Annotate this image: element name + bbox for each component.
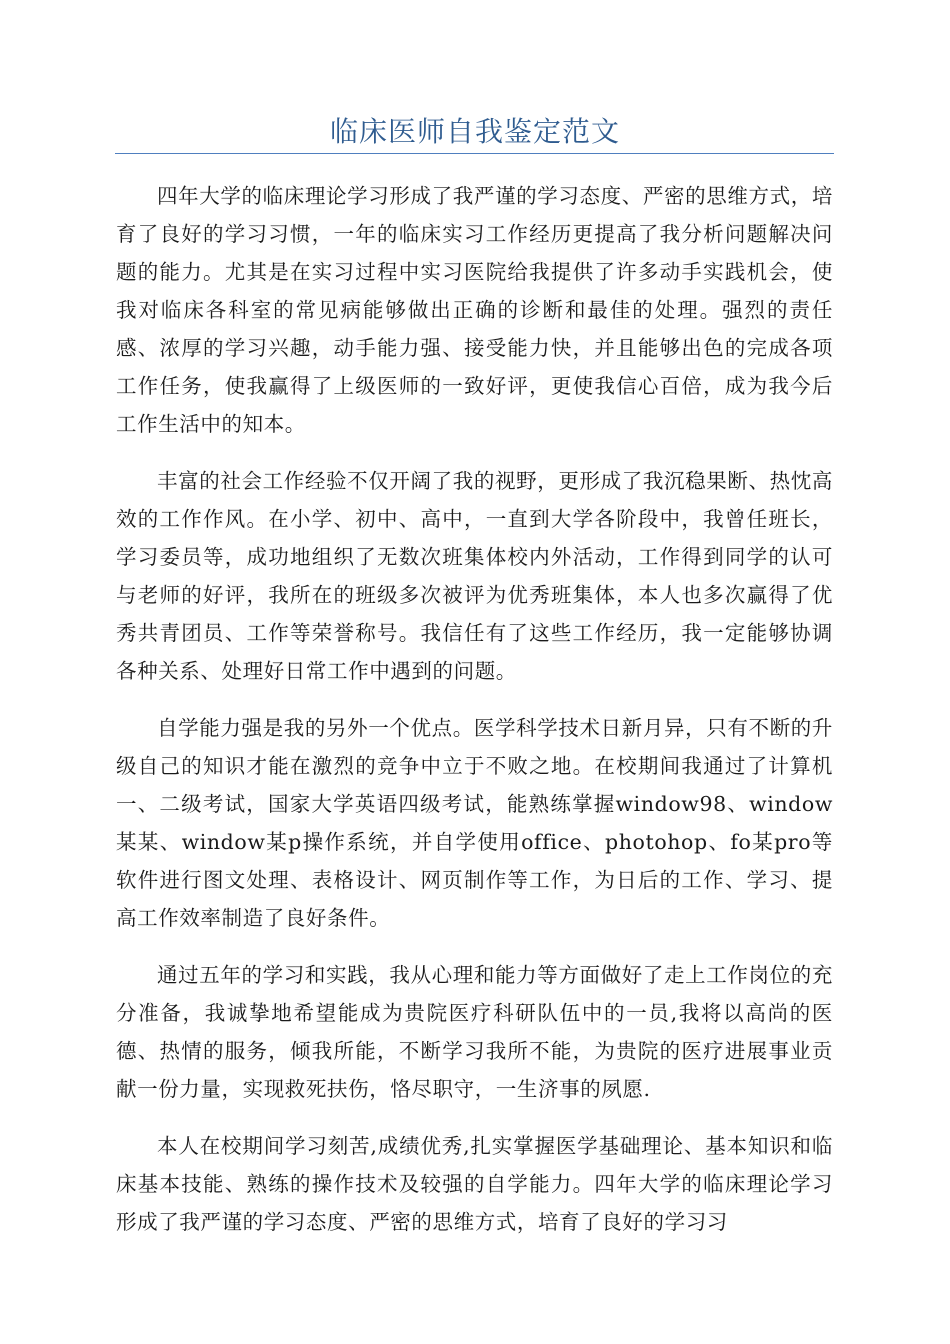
paragraph-4: 通过五年的学习和实践，我从心理和能力等方面做好了走上工作岗位的充分准备，我诚挚地希望能成为贵院医疗科研队伍中的一员,我将以高尚的医德、热情的服务，倾我所能，不断学习我所不能，为贵院的医疗进展事业贡献一份力量，实现救死扶伤，恪尽职守，一生济事的夙愿. [116,963,833,1101]
paragraph-1: 四年大学的临床理论学习形成了我严谨的学习态度、严密的思维方式，培育了良好的学习习惯，一年的临床实习工作经历更提高了我分析问题解决问题的能力。尤其是在实习过程中实习医院给我提供了许多动手实践机会，使我对临床各科室的常见病能够做出正确的诊断和最佳的处理。强烈的责任感、浓厚的学习兴趣，动手能力强、接受能力快，并且能够出色的完成各项工作任务，使我赢得了上级医师的一致好评，更使我信心百倍，成为我今后工作生活中的知本。 [116,184,833,436]
document-title: 临床医师自我鉴定范文 [329,115,620,148]
paragraph-2: 丰富的社会工作经验不仅开阔了我的视野，更形成了我沉稳果断、热忱高效的工作作风。在小学、初中、高中，一直到大学各阶段中，我曾任班长，学习委员等，成功地组织了无数次班集体校内外活动，工作得到同学的认可与老师的好评，我所在的班级多次被评为优秀班集体，本人也多次赢得了优秀共青团员、工作等荣誉称号。我信任有了这些工作经历，我一定能够协调各种关系、处理好日常工作中遇到的问题。 [116,469,833,683]
paragraph-5: 本人在校期间学习刻苦,成绩优秀,扎实掌握医学基础理论、基本知识和临床基本技能、熟练的操作技术及较强的自学能力。四年大学的临床理论学习形成了我严谨的学习态度、严密的思维方式，培育了良好的学习习 [116,1134,833,1234]
paragraph-3: 自学能力强是我的另外一个优点。医学科学技术日新月异，只有不断的升级自己的知识才能在激烈的竞争中立于不败之地。在校期间我通过了计算机一、二级考试，国家大学英语四级考试，能熟练掌握window98、window某某、window某p操作系统，并自学使用office、photohop、fo某pro等软件进行图文处理、表格设计、网页制作等工作，为日后的工作、学习、提高工作效率制造了良好条件。 [116,716,833,930]
title-underline [115,153,834,154]
document-body [116,177,833,1260]
